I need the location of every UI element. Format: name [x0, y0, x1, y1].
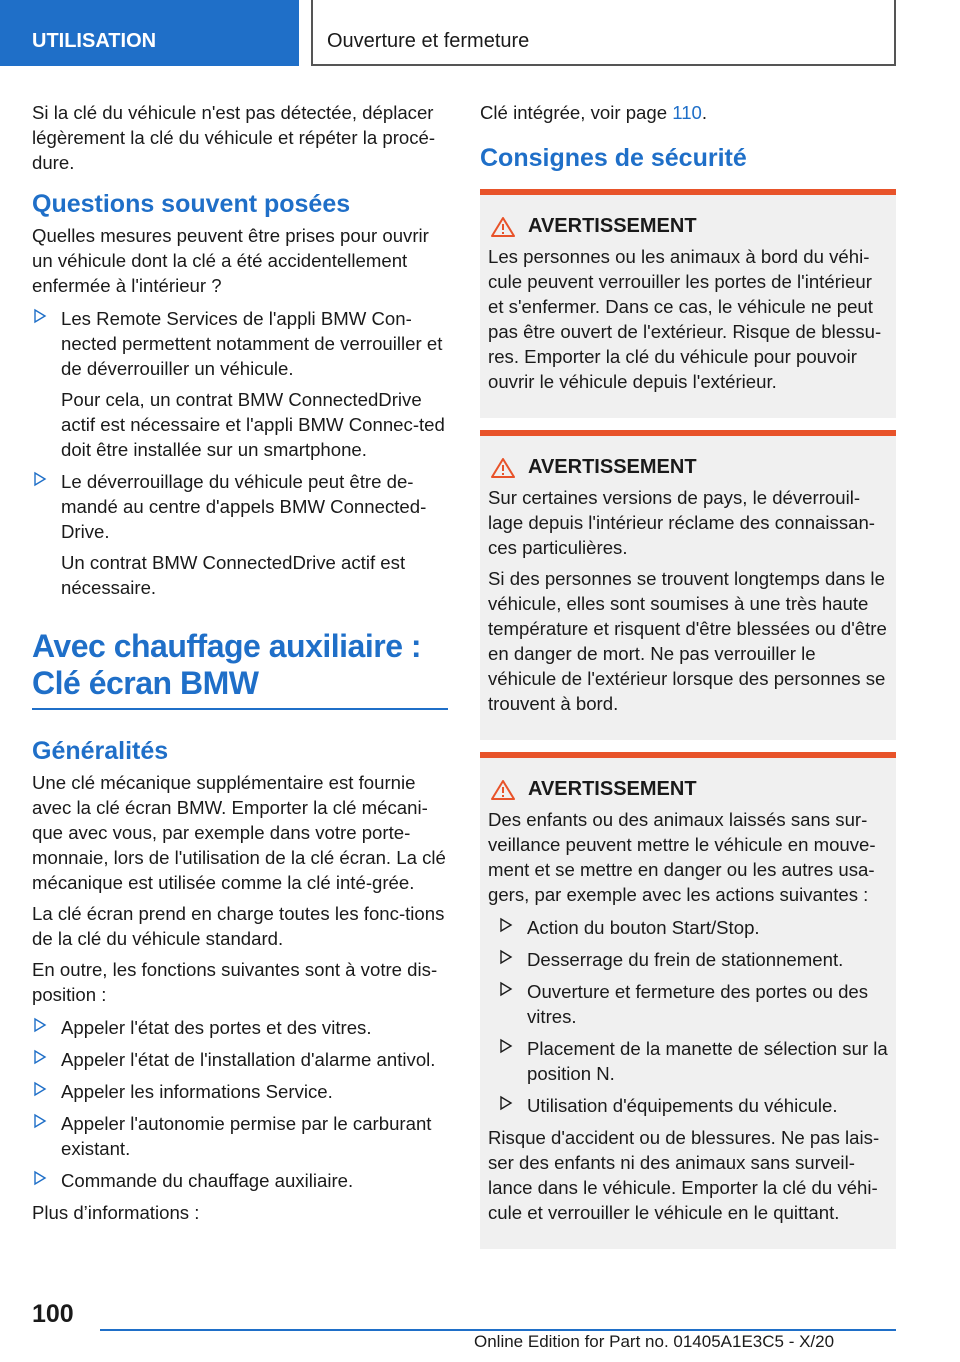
- warning-actions-list: [498, 915, 888, 1118]
- triangle-bullet-icon: [499, 981, 513, 997]
- list-item: [498, 1093, 888, 1118]
- triangle-bullet-icon: [33, 308, 47, 324]
- warning-box: [480, 430, 896, 740]
- list-item: [32, 306, 448, 462]
- warning-triangle-icon: [490, 779, 516, 801]
- warning-box: [480, 189, 896, 418]
- functions-list: [32, 1015, 448, 1193]
- triangle-bullet-icon: [33, 1081, 47, 1097]
- warning-title: [488, 778, 888, 801]
- reference-text: Clé intégrée, voir page: [480, 102, 673, 123]
- warning-paragraph: Des enfants ou des animaux laissés sans sur-veillance peuvent mettre le véhicule en mouve-ment et se mettre en danger ou les autres usa-gers, par exemple avec les actions suivantes :: [488, 809, 876, 905]
- list-item: [498, 947, 888, 972]
- warning-triangle-icon: [490, 457, 516, 479]
- general-paragraph-1: Une clé mécanique supplémentaire est fournie avec la clé écran BMW. Emporter la clé mécani-que avec vous, par exemple dans votre porte-monnaie, lors de l'utilisation de la clé écran. La clé mécanique est utilisée comme la clé inté-grée.: [32, 772, 446, 893]
- warning-title: [488, 215, 888, 238]
- left-column: [32, 100, 448, 1231]
- list-item: [498, 915, 888, 940]
- warning-title-text: AVERTISSEMENT: [528, 215, 697, 237]
- list-item: [32, 1079, 448, 1104]
- triangle-bullet-icon: [33, 1049, 47, 1065]
- warning-paragraph: Si des personnes se trouvent longtemps dans le véhicule, elles sont soumises à une très haute température et risquent d'être blessées ou d'être en danger de mort. Ne pas verrouiller le véhicule de l'extérieur lorsque des personnes se trouvent à bord.: [488, 568, 887, 714]
- warning-triangle-icon: [490, 216, 516, 238]
- intro-paragraph: Si la clé du véhicule n'est pas détectée, déplacer légèrement la clé du véhicule et répéter la procé-dure.: [32, 102, 436, 173]
- list-item: [498, 979, 888, 1029]
- list-item: [498, 1036, 888, 1086]
- list-item: [32, 1111, 448, 1161]
- more-info-text: Plus d’informations :: [32, 1202, 200, 1223]
- warning-title: [488, 456, 888, 479]
- list-item: [32, 1015, 448, 1040]
- section-tab: [0, 0, 299, 66]
- warning-action-text: Ouverture et fermeture des portes ou des vitres.: [527, 981, 869, 1027]
- warning-action-text: Desserrage du frein de stationnement.: [527, 949, 844, 970]
- triangle-bullet-icon: [33, 1017, 47, 1033]
- faq-list: [32, 306, 448, 600]
- triangle-bullet-icon: [499, 949, 513, 965]
- triangle-bullet-icon: [499, 1038, 513, 1054]
- triangle-bullet-icon: [499, 917, 513, 933]
- faq-item-text: Le déverrouillage du véhicule peut être de-mandé au centre d'appels BMW Connected-Drive.: [61, 471, 427, 542]
- footer-edition: Online Edition for Part no. 01405A1E3C5 - X/20: [474, 1332, 835, 1351]
- page-number: 100: [32, 1300, 74, 1328]
- general-heading: Généralités: [32, 737, 169, 765]
- safety-heading: Consignes de sécurité: [480, 144, 747, 172]
- warning-title-text: AVERTISSEMENT: [528, 456, 697, 478]
- warning-action-text: Placement de la manette de sélection sur la position N.: [527, 1038, 888, 1084]
- faq-item-text: Les Remote Services de l'appli BMW Con-nected permettent notamment de verrouiller et de déverrouiller un véhicule.: [61, 308, 443, 379]
- function-item-text: Appeler l'état de l'installation d'alarme antivol.: [61, 1049, 436, 1070]
- triangle-bullet-icon: [33, 471, 47, 487]
- chapter-heading-line-2: Clé écran BMW: [32, 665, 259, 701]
- page-reference-link[interactable]: 110: [672, 102, 702, 123]
- reference-line: [480, 100, 896, 125]
- chapter-title: Ouverture et fermeture: [327, 30, 530, 52]
- faq-question: Quelles mesures peuvent être prises pour ouvrir un véhicule dont la clé a été accidentellement enfermée à l'intérieur ?: [32, 225, 429, 296]
- warning-paragraph: Risque d'accident ou de blessures. Ne pas lais-ser des enfants ni des animaux sans surveil-lance dans le véhicule. Emporter la clé du véhi-cule et verrouiller le véhicule en le quittant.: [488, 1127, 880, 1223]
- warning-box: [480, 752, 896, 1249]
- warning-paragraph: Les personnes ou les animaux à bord du véhi-cule peuvent verrouiller les portes de l'intérieur et s'enfermer. Dans ce cas, le véhicule ne peut pas être ouvert de l'extérieur. Risque de blessu-res. Emporter la clé du véhicule pour pouvoir ouvrir le véhicule depuis l'extérieur.: [488, 246, 882, 392]
- chapter-heading: [32, 628, 448, 710]
- warning-title-text: AVERTISSEMENT: [528, 778, 697, 800]
- chapter-heading-line-1: Avec chauffage auxiliaire :: [32, 628, 422, 664]
- faq-item-sub: Pour cela, un contrat BMW ConnectedDrive actif est nécessaire et l'appli BMW Connec-ted doit être installée sur un smartphone.: [61, 389, 445, 460]
- warning-paragraph: Sur certaines versions de pays, le déverrouil-lage depuis l'intérieur réclame des connaissan-ces particulières.: [488, 487, 876, 558]
- function-item-text: Commande du chauffage auxiliaire.: [61, 1170, 354, 1191]
- function-item-text: Appeler l'état des portes et des vitres.: [61, 1017, 372, 1038]
- reference-end: .: [701, 102, 708, 123]
- footer-divider: [100, 1329, 896, 1331]
- chapter-tab: [311, 0, 896, 66]
- triangle-bullet-icon: [33, 1113, 47, 1129]
- function-item-text: Appeler les informations Service.: [61, 1081, 333, 1102]
- warning-action-text: Action du bouton Start/Stop.: [527, 917, 760, 938]
- list-item: [32, 1047, 448, 1072]
- general-paragraph-3: En outre, les fonctions suivantes sont à votre dis-position :: [32, 959, 438, 1005]
- list-item: [32, 469, 448, 600]
- general-paragraph-2: La clé écran prend en charge toutes les fonc-tions de la clé du véhicule standard.: [32, 903, 445, 949]
- warning-action-text: Utilisation d'équipements du véhicule.: [527, 1095, 838, 1116]
- right-column: [480, 100, 896, 1261]
- triangle-bullet-icon: [33, 1170, 47, 1186]
- function-item-text: Appeler l'autonomie permise par le carburant existant.: [61, 1113, 432, 1159]
- faq-heading: Questions souvent posées: [32, 190, 351, 218]
- faq-item-sub: Un contrat BMW ConnectedDrive actif est nécessaire.: [61, 552, 406, 598]
- section-title: UTILISATION: [32, 30, 157, 52]
- list-item: [32, 1168, 448, 1193]
- triangle-bullet-icon: [499, 1095, 513, 1111]
